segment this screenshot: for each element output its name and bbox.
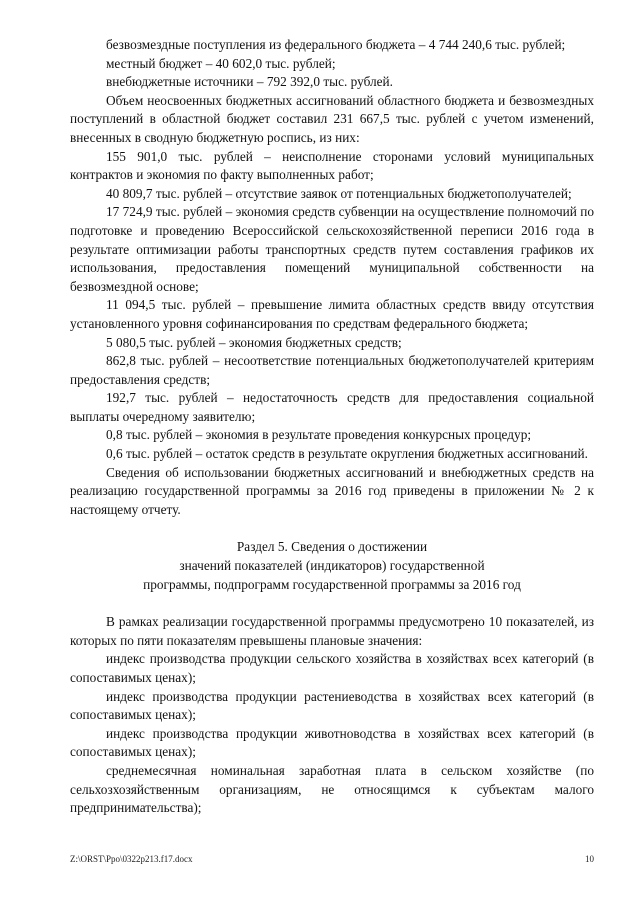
- section-heading: [70, 538, 594, 594]
- paragraph: 192,7 тыс. рублей – недостаточность средств для предоставления социальной выплаты очередному заявителю;: [70, 390, 594, 424]
- paragraph: местный бюджет – 40 602,0 тыс. рублей;: [106, 55, 336, 71]
- paragraph: среднемесячная номинальная заработная плата в сельском хозяйстве (по сельхозхозяйственным организациям, не относящимся к субъектам малого предпринимательства);: [70, 762, 594, 816]
- paragraph: внебюджетные источники – 792 392,0 тыс. рублей.: [106, 74, 393, 90]
- paragraph: 11 094,5 тыс. рублей – превышение лимита областных средств ввиду отсутствия установленного уровня софинансирования по средствам федерального бюджета;: [70, 297, 594, 331]
- section-heading-line: значений показателей (индикаторов) государственной: [179, 558, 485, 574]
- paragraph: 5 080,5 тыс. рублей – экономия бюджетных средств;: [106, 334, 402, 350]
- paragraph: 0,8 тыс. рублей – экономия в результате проведения конкурсных процедур;: [106, 427, 532, 443]
- paragraph: 862,8 тыс. рублей – несоответствие потенциальных бюджетополучателей критериям предоставления средств;: [70, 353, 594, 387]
- blank-line: [70, 594, 594, 613]
- paragraph: 155 901,0 тыс. рублей – неисполнение сторонами условий муниципальных контрактов и экономия по факту выполненных работ;: [70, 148, 594, 183]
- file-path: Z:\ORST\Ppo\0322p213.f17.docx: [70, 854, 193, 864]
- paragraph: безвозмездные поступления из федерального бюджета – 4 744 240,6 тыс. рублей;: [106, 37, 566, 52]
- paragraph: 0,6 тыс. рублей – остаток средств в результате округления бюджетных ассигнований.: [106, 446, 588, 462]
- paragraph: 40 809,7 тыс. рублей – отсутствие заявок от потенциальных бюджетополучателей;: [106, 185, 572, 201]
- paragraph: В рамках реализации государственной программы предусмотрено 10 показателей, из которых по пяти показателям превышены плановые значения:: [70, 614, 594, 648]
- paragraph: 17 724,9 тыс. рублей – экономия средств субвенции на осуществление полномочий по подготовке и проведению Всероссийской сельскохозяйственной переписи 2016 года в результате оптимизации работы транспортных средств путем составления графиков их использования, предоставления помещений муниципальной собственности на безвозмездной основе;: [70, 204, 594, 294]
- paragraph: Объем неосвоенных бюджетных ассигнований областного бюджета и безвозмездных поступлений в областной бюджет составил 231 667,5 тыс. рублей с учетом изменений, внесенных в сводную бюджетную роспись, из них:: [70, 92, 594, 145]
- blank-line: [70, 519, 594, 538]
- paragraph: индекс производства продукции сельского хозяйства в хозяйствах всех категорий (в сопоставимых ценах);: [70, 651, 594, 685]
- paragraph: Сведения об использовании бюджетных ассигнований и внебюджетных средств на реализацию государственной программы за 2016 год приведены в приложении № 2 к настоящему отчету.: [70, 464, 594, 517]
- paragraph: индекс производства продукции животноводства в хозяйствах всех категорий (в сопоставимых ценах);: [70, 725, 594, 760]
- section-heading-line: программы, подпрограмм государственной программы за 2016 год: [143, 576, 521, 592]
- page-number: 10: [585, 854, 594, 864]
- page-content: [70, 36, 594, 818]
- section-heading-line: Раздел 5. Сведения о достижении: [236, 539, 428, 555]
- paragraph: индекс производства продукции растениеводства в хозяйствах всех категорий (в сопоставимых ценах);: [70, 688, 594, 723]
